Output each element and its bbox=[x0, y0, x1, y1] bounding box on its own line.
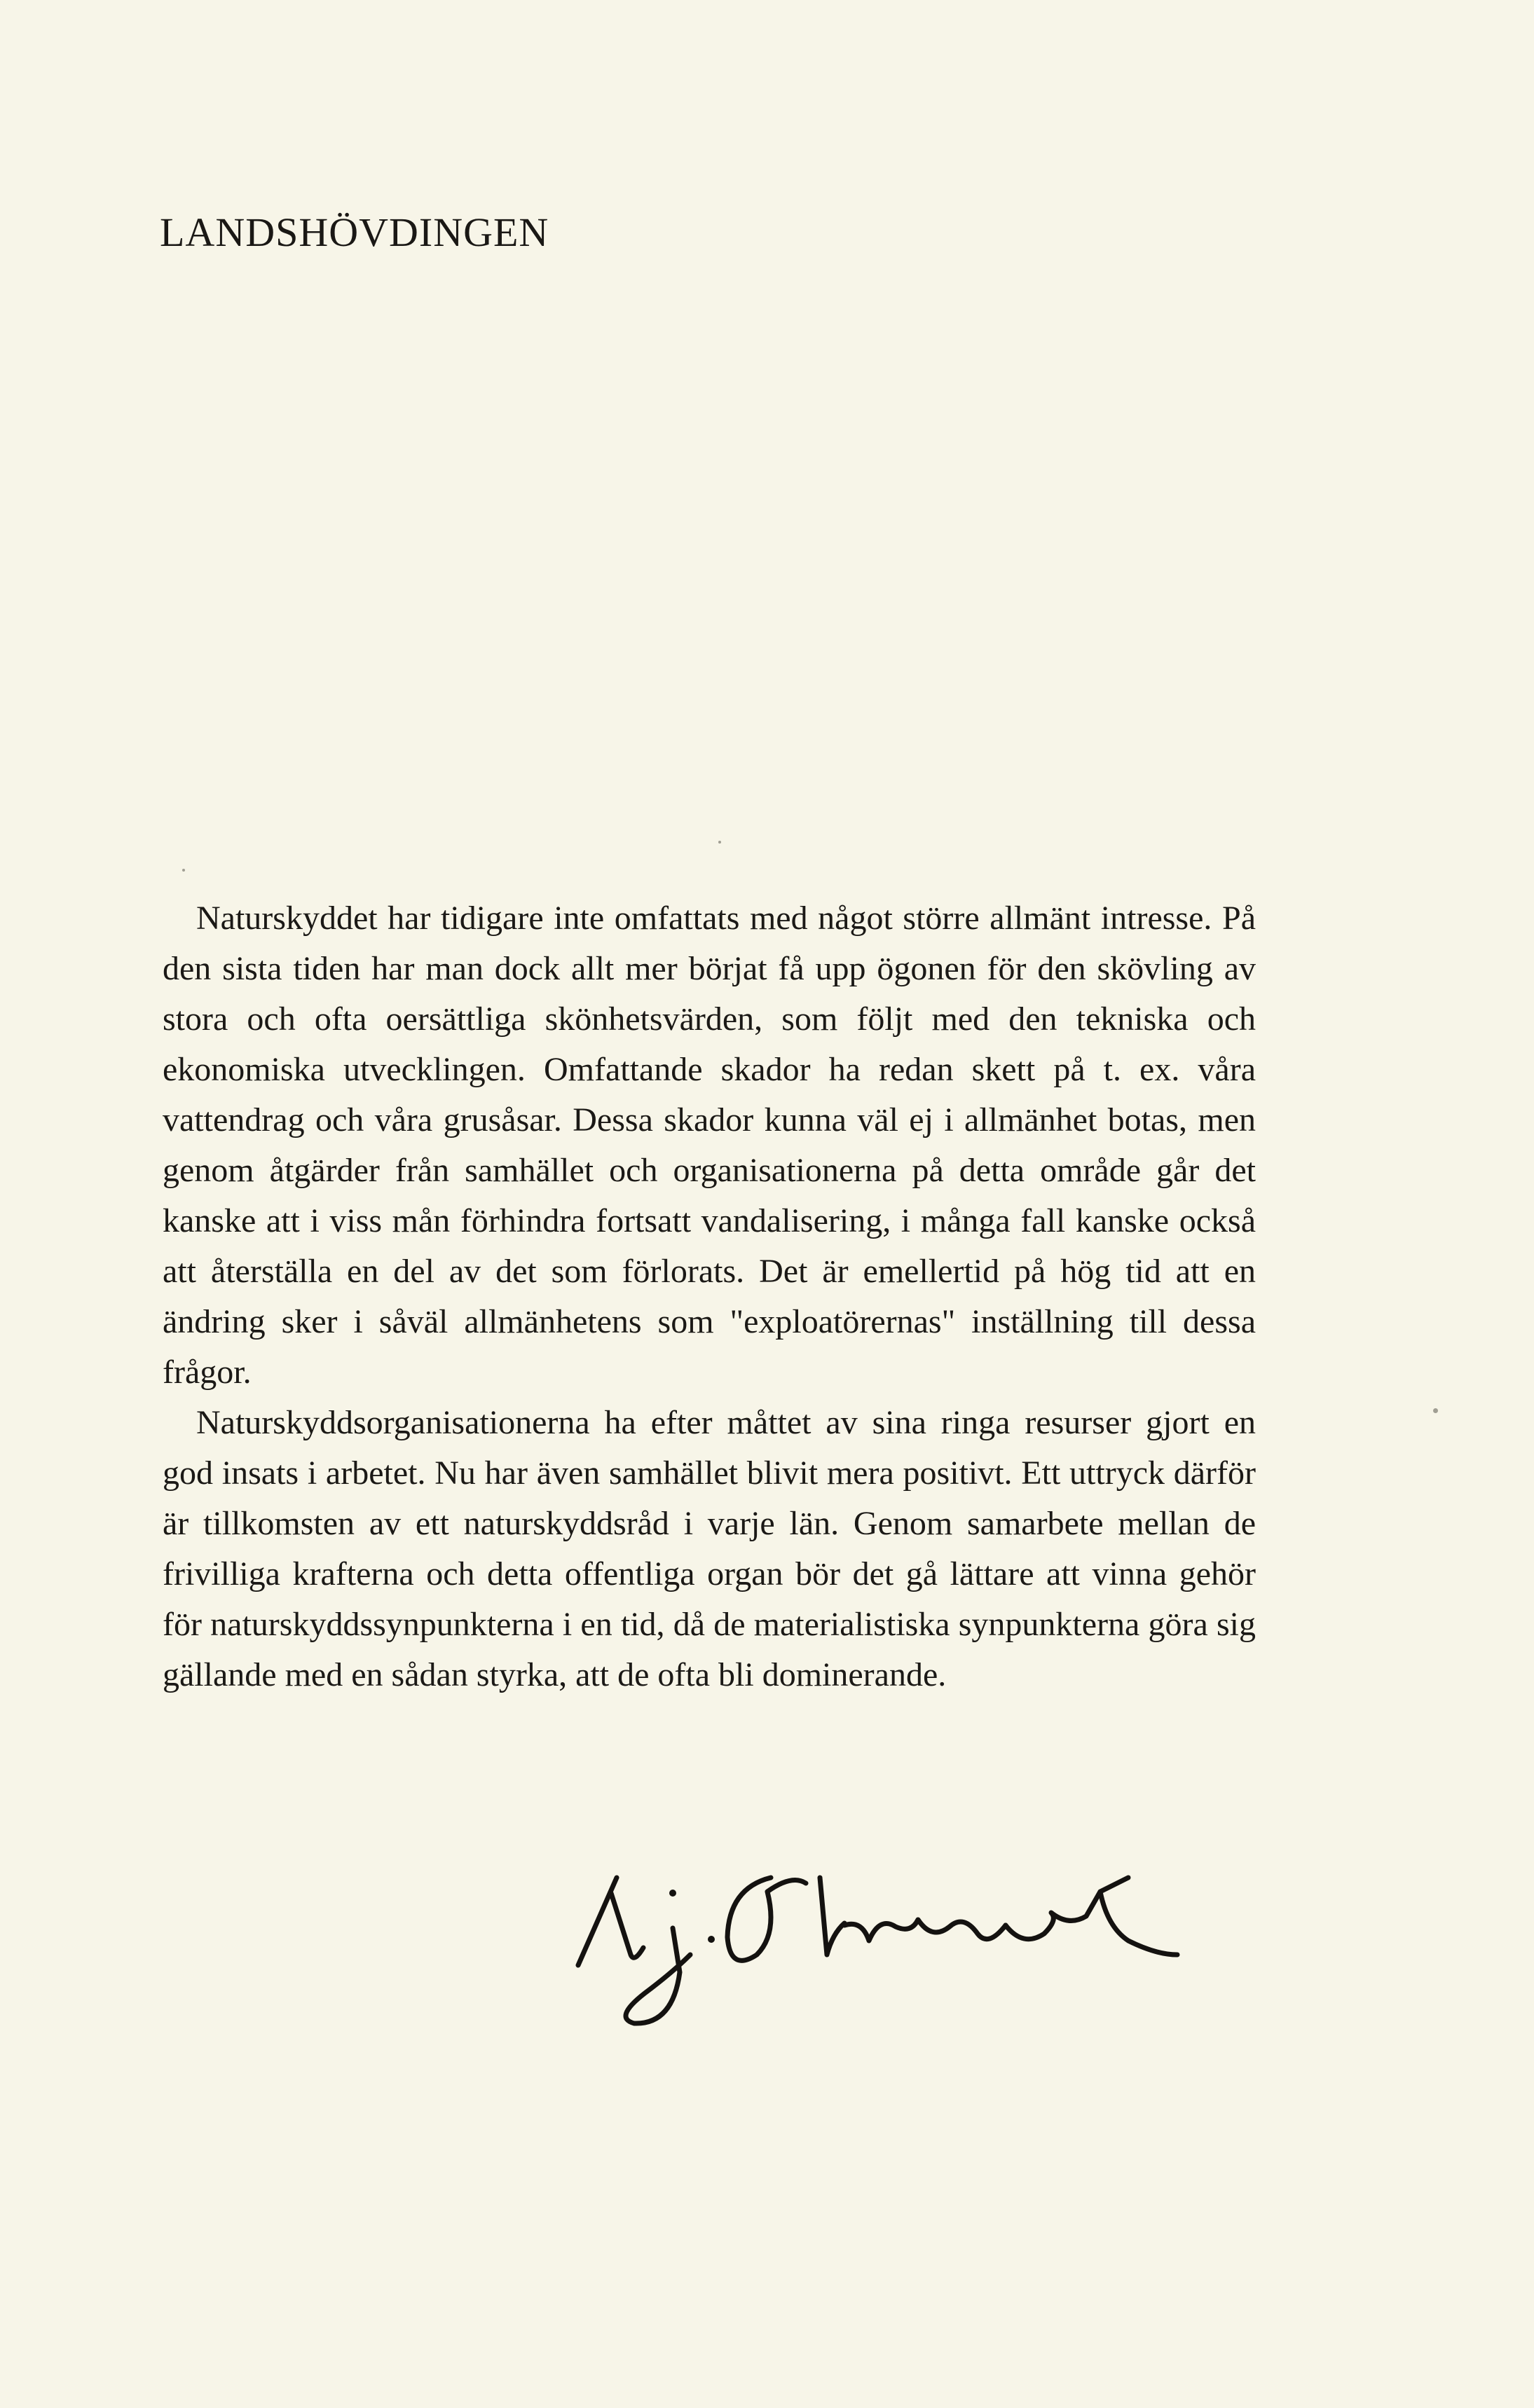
paragraph-2: Naturskyddsorganisationerna ha efter måttet av sina ringa resurser gjort en god insats i arbetet. Nu har även samhället blivit mera positivt. Ett uttryck därför är tillkomsten av ett naturskyddsråd i varje län. Genom samarbete mellan de frivilliga krafterna och detta offentliga organ bör det gå lättare att vinna gehör för naturskyddssynpunkterna i en tid, då de materialistiska synpunkterna göra sig gällande med en sådan styrka, att de ofta bli dominerande. bbox=[163, 1404, 1256, 1693]
scan-speck bbox=[182, 869, 185, 872]
letter-body bbox=[163, 893, 1256, 1700]
scan-speck bbox=[718, 841, 721, 844]
paragraph-1: Naturskyddet har tidigare inte omfattats med något större allmänt intresse. På den sista tiden har man dock allt mer börjat få upp ögonen för den skövling av stora och ofta oersättliga skönhetsvärden, som följt med den tekniska och ekonomiska utvecklingen. Omfattande skador ha redan skett på t. ex. våra vattendrag och våra grusåsar. Dessa skador kunna väl ej i allmänhet botas, men genom åtgärder från samhället och organisationerna på detta område går det kanske att i viss mån förhindra fortsatt vandalisering, i många fall kanske också att återställa en del av det som förlorats. Det är emellertid på hög tid att en ändring sker i såväl allmänhetens som "exploatörernas" inställning till dessa frågor. bbox=[163, 900, 1256, 1391]
page-heading: LANDSHÖVDINGEN bbox=[160, 209, 549, 255]
scan-speck bbox=[1433, 1408, 1438, 1413]
handwritten-signature bbox=[568, 1850, 1268, 2046]
